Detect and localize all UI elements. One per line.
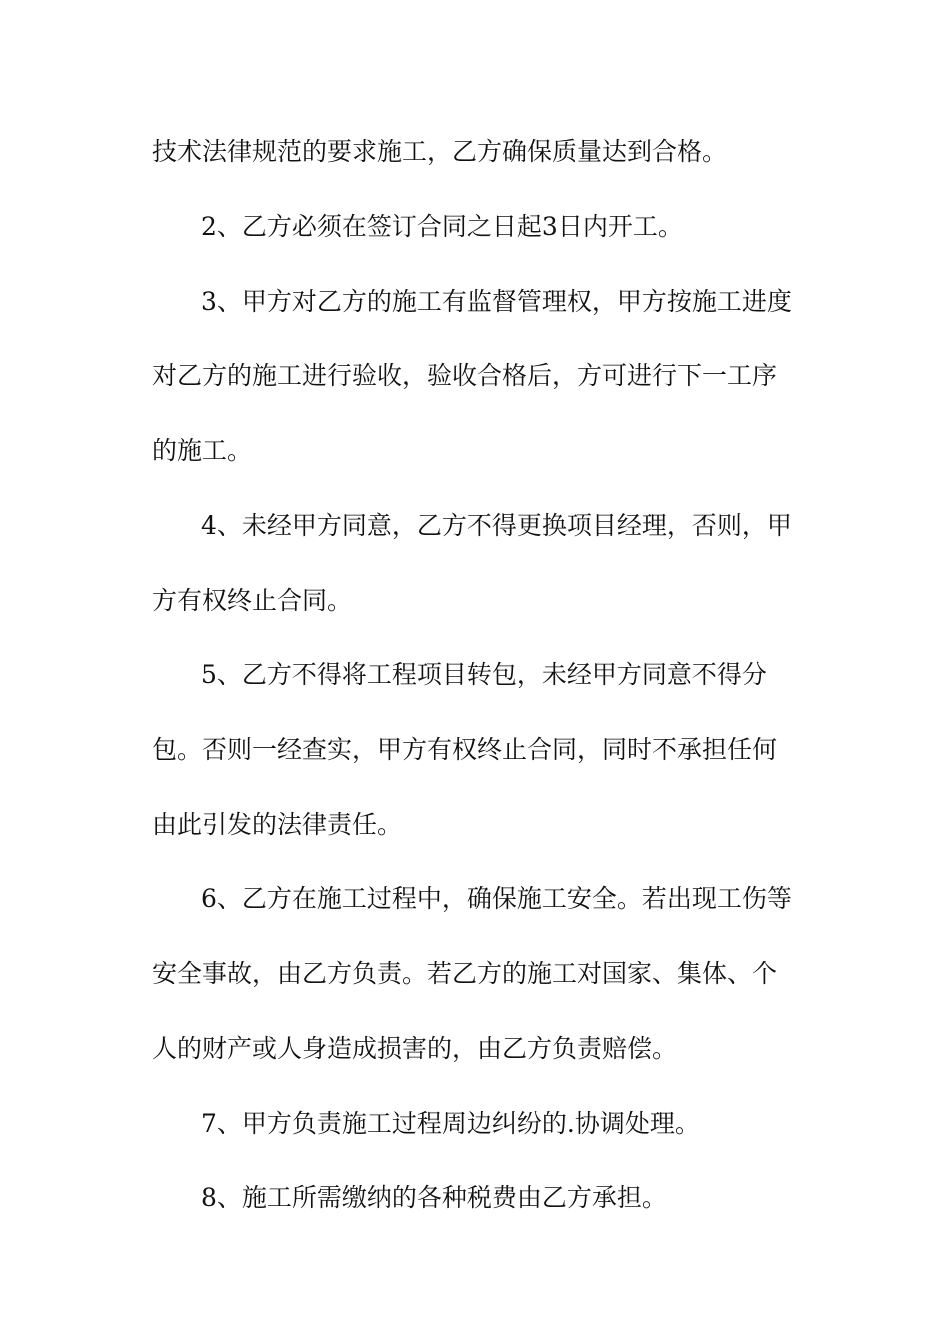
clause-6-line-3: 人的财产或人身造成损害的，由乙方负责赔偿。 [152,1034,678,1063]
clause-4-line-1: 4、未经甲方同意，乙方不得更换项目经理，否则，甲 [201,511,792,540]
clause-3-line-1: 3、甲方对乙方的施工有监督管理权，甲方按施工进度 [201,287,792,316]
clause-6-line-2: 安全事故，由乙方负责。若乙方的施工对国家、集体、个 [152,959,778,988]
clause-3-line-3: 的施工。 [152,436,253,465]
clause-6-line-1: 6、乙方在施工过程中，确保施工安全。若出现工伤等 [201,884,792,913]
clause-3-line-2: 对乙方的施工进行验收，验收合格后，方可进行下一工序 [152,361,778,390]
clause-5-line-2: 包。否则一经查实，甲方有权终止合同，同时不承担任何 [152,735,778,764]
clause-7-line-1: 7、甲方负责施工过程周边纠纷的.协调处理。 [201,1109,700,1138]
paragraph-1-line-2: 技术法律规范的要求施工，乙方确保质量达到合格。 [152,137,728,166]
clause-8-line-1: 8、施工所需缴纳的各种税费由乙方承担。 [201,1183,667,1212]
clause-2-line-1: 2、乙方必须在签订合同之日起3日内开工。 [201,212,683,241]
clause-4-line-2: 方有权终止合同。 [152,586,353,615]
clause-5-line-3: 由此引发的法律责任。 [152,810,403,839]
clause-5-line-1: 5、乙方不得将工程项目转包，未经甲方同意不得分 [201,660,767,689]
